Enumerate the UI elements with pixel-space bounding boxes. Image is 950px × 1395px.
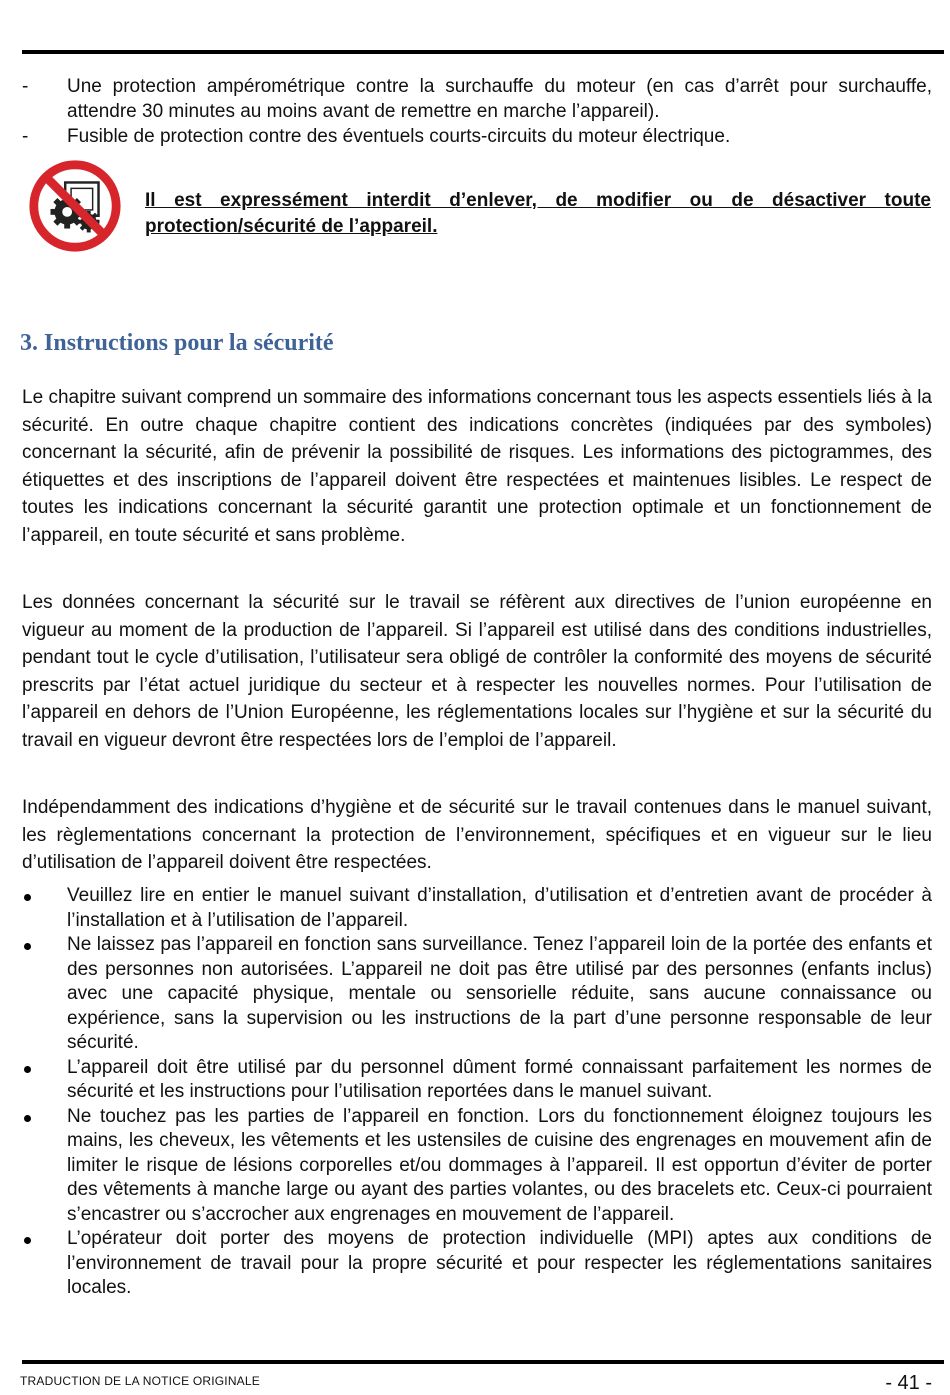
list-item [22,124,932,149]
page-number: - 41 - [885,1372,932,1394]
list-item [22,74,932,124]
bullet-icon [24,1066,31,1073]
list-item-text: Ne laissez pas l’appareil en fonction sans surveillance. Tenez l’appareil loin de la portée des enfants et des personnes non autorisées. L’appareil ne doit pas être utilisé par des personnes (enfants inclus) avec une capacité physique, mentale ou sensorielle réduite, sans aucune connaissance ou expérience, sans la supervision ou les instructions de la part d’une personne responsable de leur sécurité. [67,934,932,1053]
top-rule [22,50,944,54]
footer-caption: TRADUCTION DE LA NOTICE ORIGINALE [20,1374,260,1388]
dash-marker: - [22,76,29,97]
list-item [22,884,932,933]
safety-warning-text: Il est expressément interdit d’enlever, de modifier ou de désactiver toute protection/sécurité de l’appareil. [145,190,931,237]
bullet-icon [24,894,31,901]
paragraph: Les données concernant la sécurité sur le travail se réfèrent aux directives de l’union européenne en vigueur au moment de la production de l’appareil. Si l’appareil est utilisé dans des conditions industrielles, pendant tout le cycle d’utilisation, l’utilisateur sera obligé de contrôler la conformité des moyens de sécurité prescrits par l’état actuel juridique du secteur et à respecter les nouvelles normes. Pour l’utilisation de l’appareil en dehors de l’Union Européenne, les réglementations locales sur l’hygiène et sur la sécurité du travail en vigueur devront être respectées lors de l’emploi de l’appareil. [22,592,932,751]
no-removing-safety-guards-icon [26,157,124,255]
list-item [22,1056,932,1105]
paragraph: Indépendamment des indications d’hygiène et de sécurité sur le travail contenues dans le manuel suivant, les règlementations concernant la protection de l’environnement, spécifiques et en vigueur sur le lieu d’utilisation de l’appareil doivent être respectées. [22,797,932,874]
list-item [22,1227,932,1301]
list-item [22,1105,932,1228]
list-item [22,933,932,1056]
list-item-text: Veuillez lire en entier le manuel suivant d’installation, d’utilisation et d’entretien avant de procéder à l’installation et à l’utilisation de l’appareil. [67,885,932,931]
list-item-text: Ne touchez pas les parties de l’appareil en fonction. Lors du fonctionnement éloignez toujours les mains, les cheveux, les vêtements et les ustensiles de cuisine des engrenages en mouvement afin de limiter le risque de lésions corporelles et/ou dommages à l’appareil. Il est opportun d’éviter de porter des vêtements à manche large ou ayant des parties volantes, ou des bracelets etc. Ceux-ci pourraient s’encastrer ou s’accrocher aux engrenages en mouvement de l’appareil. [67,1105,932,1225]
section-title: 3. Instructions pour la sécurité [20,330,334,356]
list-item-text: Une protection ampérométrique contre la surchauffe du moteur (en cas d’arrêt pour surchauffe, attendre 30 minutes au moins avant de remettre en marche l’appareil). [67,76,932,122]
bullet-icon [24,1115,31,1122]
list-item-text: L’appareil doit être utilisé par du personnel dûment formé connaissant parfaitement les normes de sécurité et les instructions pour l’utilisation reportées dans le manuel suivant. [67,1056,932,1102]
paragraph: Le chapitre suivant comprend un sommaire des informations concernant tous les aspects essentiels liés à la sécurité. En outre chaque chapitre contient des indications concrètes (indiquées par des symboles) concernant la sécurité, afin de prévenir la possibilité de risques. Les informations des pictogrammes, des étiquettes et des inscriptions de l’appareil doivent être respectées et maintenues lisibles. Le respect de toutes les indications concernant la sécurité garantit une protection optimale et un fonctionnement de l’appareil, en toute sécurité et sans problème. [22,387,932,546]
list-item-text: L’opérateur doit porter des moyens de protection individuelle (MPI) aptes aux conditions de l’environnement de travail pour la propre sécurité et pour respecter les réglementations sanitaires locales. [67,1228,932,1298]
protection-list [22,74,932,149]
bottom-rule [22,1360,944,1364]
list-item-text: Fusible de protection contre des éventuels courts-circuits du moteur électrique. [67,126,731,147]
safety-bullet-list [22,884,932,1301]
bullet-icon [24,943,31,950]
dash-marker: - [22,126,29,147]
bullet-icon [24,1237,31,1244]
